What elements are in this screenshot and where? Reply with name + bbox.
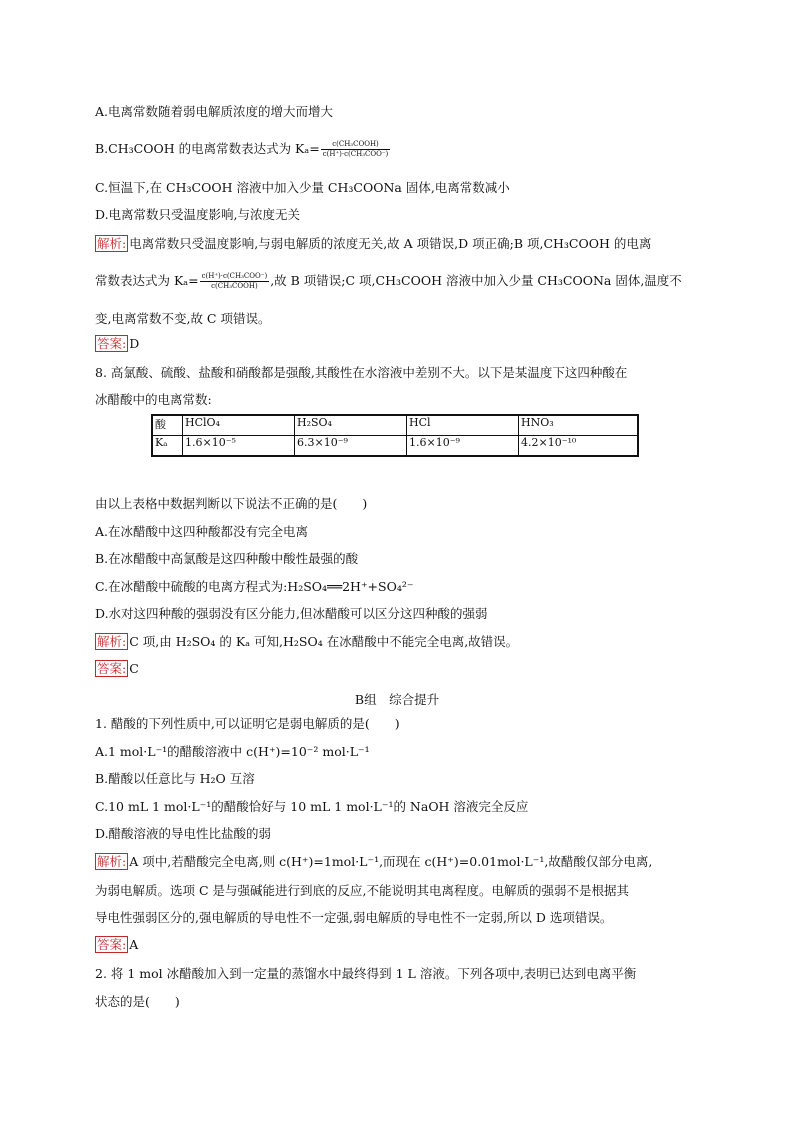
b1-option-c: C.10 mL 1 mol·L⁻¹的醋酸恰好与 10 mL 1 mol·L⁻¹的 NaOH 溶液完全反应 (95, 799, 529, 814)
table-cell: HNO₃ (519, 415, 639, 436)
table-cell: HCl (407, 415, 519, 436)
table-row (152, 436, 638, 457)
section-title: B组 综合提升 (354, 692, 440, 707)
q7-option-b-text: B.CH₃COOH 的电离常数表达式为 Kₐ= (95, 141, 320, 156)
b1-stem: 1. 醋酸的下列性质中,可以证明它是弱电解质的是( ) (95, 716, 400, 731)
b1-option-b: B.醋酸以任意比与 H₂O 互溶 (95, 771, 255, 786)
fraction-numerator: c(CH₃COOH) (321, 140, 391, 150)
analysis-text: C 项,由 H₂SO₄ 的 Kₐ 可知,H₂SO₄ 在冰醋酸中不能完全电离,故错误。 (129, 634, 519, 649)
table-cell: H₂SO₄ (295, 415, 407, 436)
q7-answer (95, 336, 139, 352)
b1-analysis-line2: 为弱电解质。选项 C 是与强碱能进行到底的反应,不能说明其电离程度。电解质的强弱不是根据其 (95, 883, 629, 898)
table-row (152, 415, 638, 436)
fraction-denominator: c(H⁺)·c(CH₃COO⁻) (322, 150, 389, 158)
analysis-text: ,故 B 项错误;C 项,CH₃COOH 溶液中加入少量 CH₃COONa 固体,温度不 (270, 273, 682, 288)
q7-analysis-line2 (95, 272, 682, 291)
q8-analysis (95, 634, 518, 650)
b1-analysis-line3: 导电性强弱区分的,强电解质的导电性不一定强,弱电解质的导电性不一定弱,所以 D 选项错误。 (95, 910, 613, 925)
b2-stem-line2: 状态的是( ) (95, 994, 180, 1009)
q8-question: 由以上表格中数据判断以下说法不正确的是( ) (95, 496, 368, 511)
answer-label: 答案: (97, 661, 127, 676)
answer-label: 答案: (97, 937, 127, 952)
b1-option-a: A.1 mol·L⁻¹的醋酸溶液中 c(H⁺)=10⁻² mol·L⁻¹ (95, 744, 370, 759)
q8-answer (95, 661, 139, 677)
analysis-label: 解析: (97, 634, 127, 649)
table-cell: 1.6×10⁻⁵ (183, 436, 295, 457)
table-cell: HClO₄ (183, 415, 295, 436)
b2-stem-line1: 2. 将 1 mol 冰醋酸加入到一定量的蒸馏水中最终得到 1 L 溶液。下列各项中,表明已达到电离平衡 (95, 966, 637, 981)
q8-stem-line2: 冰醋酸中的电离常数: (95, 392, 212, 407)
q8-option-c: C.在冰醋酸中硫酸的电离方程式为:H₂SO₄══2H⁺+SO₄²⁻ (95, 579, 414, 594)
analysis-text: 常数表达式为 Kₐ= (95, 273, 199, 288)
answer-value: A (129, 937, 139, 952)
table-cell: 6.3×10⁻⁹ (295, 436, 407, 457)
analysis-label: 解析: (97, 236, 127, 251)
table-cell: 4.2×10⁻¹⁰ (519, 436, 639, 457)
analysis-fraction (200, 272, 270, 291)
table-cell: Kₐ (152, 436, 183, 457)
analysis-text: A 项中,若醋酸完全电离,则 c(H⁺)=1mol·L⁻¹,而现在 c(H⁺)=0.01mol·L⁻¹,故醋酸仅部分电离, (129, 854, 653, 869)
fraction-denominator: c(CH₃COOH) (211, 282, 258, 290)
analysis-label: 解析: (97, 854, 127, 869)
b1-option-d: D.醋酸溶液的导电性比盐酸的弱 (95, 826, 272, 841)
q8-stem-line1: 8. 高氯酸、硫酸、盐酸和硝酸都是强酸,其酸性在水溶液中差别不大。以下是某温度下这四种酸在 (95, 365, 628, 380)
q7-option-b (95, 140, 391, 159)
b1-answer (95, 937, 138, 953)
b1-analysis-line1 (95, 854, 652, 870)
analysis-text: 电离常数只受温度影响,与弱电解质的浓度无关,故 A 项错误,D 项正确;B 项,CH₃COOH 的电离 (129, 236, 652, 251)
answer-value: C (129, 661, 139, 676)
ka-table (151, 414, 639, 457)
q7-option-b-fraction (321, 140, 391, 159)
fraction-numerator: c(H⁺)·c(CH₃COO⁻) (201, 272, 268, 280)
q8-option-b: B.在冰醋酸中高氯酸是这四种酸中酸性最强的酸 (95, 551, 359, 566)
q7-analysis-line3: 变,电离常数不变,故 C 项错误。 (95, 311, 271, 326)
q7-option-d: D.电离常数只受温度影响,与浓度无关 (95, 207, 301, 222)
q7-option-a: A.电离常数随着弱电解质浓度的增大而增大 (95, 104, 334, 119)
table-cell: 1.6×10⁻⁹ (407, 436, 519, 457)
table-cell: 酸 (152, 415, 183, 436)
q7-analysis-line1 (95, 236, 651, 252)
answer-label: 答案: (97, 336, 127, 351)
answer-value: D (129, 336, 140, 351)
q8-option-d: D.水对这四种酸的强弱没有区分能力,但冰醋酸可以区分这四种酸的强弱 (95, 606, 488, 621)
q8-option-a: A.在冰醋酸中这四种酸都没有完全电离 (95, 524, 309, 539)
q7-option-c: C.恒温下,在 CH₃COOH 溶液中加入少量 CH₃COONa 固体,电离常数减小 (95, 180, 510, 195)
